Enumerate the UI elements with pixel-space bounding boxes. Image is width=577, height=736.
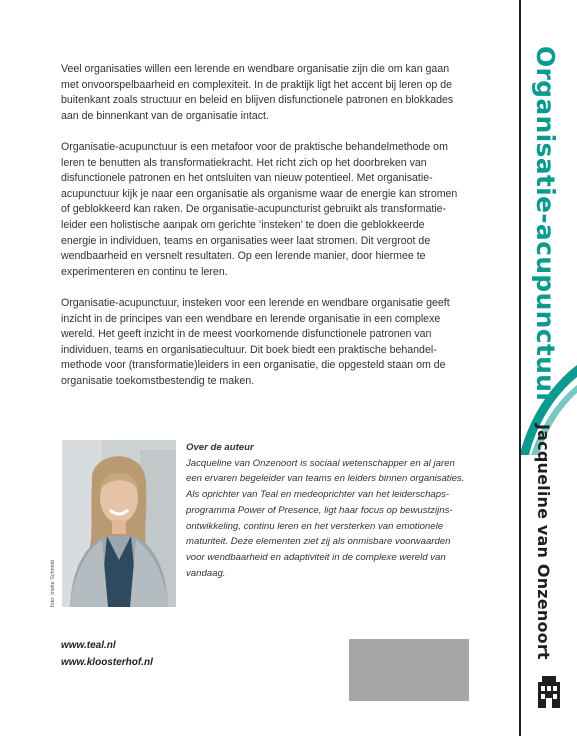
website-links (61, 637, 153, 671)
barcode-placeholder (349, 639, 469, 701)
about-author-heading: Over de auteur (186, 442, 254, 453)
about-author (186, 440, 468, 581)
link-teal[interactable]: www.teal.nl (61, 640, 116, 651)
about-author-paragraph-2: Als oprichter van Teal en medeoprichter van het leiderschaps-programma Power of Presence, ligt haar focus op bewustzijns-ontwikkeling, continu leren en het versterken van emotionele maturiteit. Deze elementen ziet zij als onmisbare voorwaarden voor wendbaarheid en adaptiviteit in de complexe wereld van vandaag. (186, 489, 453, 579)
spine-title: Organisatie-acupunctuur (531, 46, 560, 405)
author-photo (62, 440, 176, 607)
blurb-paragraph-1: Veel organisaties willen een lerende en wendbare organisatie zijn die om kan gaan met onvoorspelbaarheid en complexiteit. In de praktijk ligt het accent bij leren op de buitenkant zoals structuur en beleid en blijven disfunctionele patronen en blokkades aan de binnenkant van de organisatie intact. (61, 63, 454, 122)
publisher-building-icon (536, 676, 562, 710)
about-author-paragraph-1: Jacqueline van Onzenoort is sociaal wetenschapper en al jaren een ervaren begeleider van teams en leiders binnen organisaties. (186, 457, 465, 485)
photo-credit: foto: Ineke Schmidt (50, 559, 56, 607)
link-kloosterhof[interactable]: www.kloosterhof.nl (61, 657, 153, 668)
blurb-paragraph-3: Organisatie-acupunctuur, insteken voor een lerende en wendbare organisatie geeft inzicht in de principes van een wendbare en lerende organisatie in een complexe wereld. Het geeft inzicht in de meest voorkomende disfunctionele patronen van individuen, teams en organisatiecultuur. Dit boek biedt een praktische behandel-methode voor (transformatie)leiders in een organisatie, die opgesteld staan om de organisatie toekomstbestendig te maken. (61, 296, 450, 387)
blurb-text (61, 62, 461, 405)
blurb-paragraph-2: Organisatie-acupunctuur is een metafoor voor de praktische behandelmethode om leren te benutten als transformatiekracht. Het richt zich op het doorbreken van disfunctionele patronen en het ontsluiten van nieuw potentieel. Met organisatie-acupunctuur kijk je naar een organisatie als organisme waar de energie kan stromen of geblokkeerd kan raken. De organisatie-acupuncturist gebruikt als transformatie-leider een holistische aanpak om gerichte ‘insteken’ te doen die geblokkeerde energie in individuen, teams en organisaties weer laat stromen. Dit vergroot de wendbaarheid en versnelt resultaten. Op een lerende manier, door hiermee te experimenteren en continu te leren. (61, 140, 458, 278)
author-portrait-illustration (62, 440, 176, 607)
spine-author: Jacqueline van Onzenoort (534, 424, 553, 660)
